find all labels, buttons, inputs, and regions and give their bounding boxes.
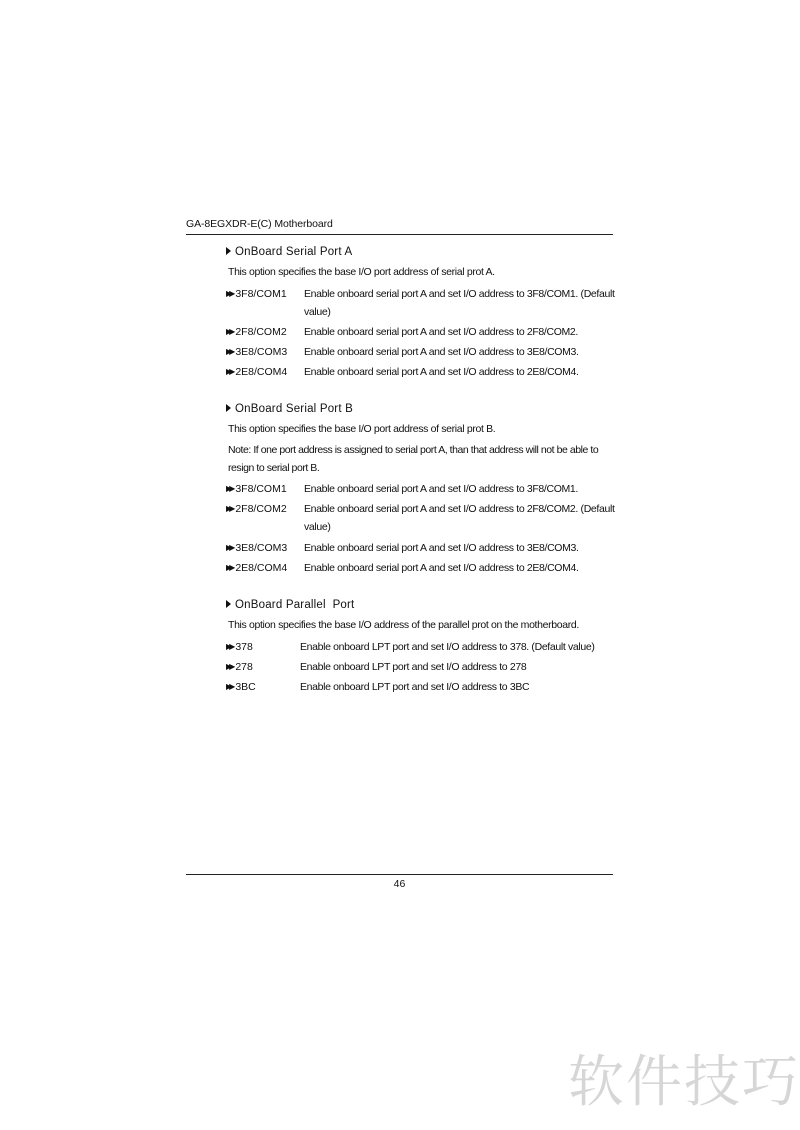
triangle-bullet-icon	[226, 600, 231, 608]
section-title	[226, 599, 354, 611]
double-arrow-icon: ▶▶	[226, 504, 233, 513]
option-key: 2F8/COM2	[235, 503, 287, 515]
option-key: 378	[235, 641, 253, 653]
option-value: Enable onboard LPT port and set I/O address to 378. (Default value)	[300, 641, 595, 653]
double-arrow-icon: ▶▶	[226, 543, 233, 552]
option-value: Enable onboard serial port A and set I/O address to 2F8/COM2. (Default value)	[304, 503, 615, 533]
section-description: This option specifies the base I/O address of the parallel prot on the motherboard.	[228, 619, 579, 631]
option-value: Enable onboard serial port A and set I/O address to 3F8/COM1.	[304, 483, 578, 495]
double-arrow-icon: ▶▶	[226, 642, 233, 651]
option-key: 3E8/COM3	[235, 346, 288, 358]
page-header-title: GA-8EGXDR-E(C) Motherboard	[186, 218, 333, 230]
section-note: Note: If one port address is assigned to serial port A, than that address will not be able to resign to serial port B.	[228, 444, 599, 474]
footer-divider	[186, 874, 613, 875]
option-key: 3F8/COM1	[235, 483, 287, 495]
double-arrow-icon: ▶▶	[226, 347, 233, 356]
section-title	[226, 403, 353, 415]
section-description: This option specifies the base I/O port address of serial prot B.	[228, 423, 496, 435]
option-value: Enable onboard serial port A and set I/O address to 2F8/COM2.	[304, 326, 578, 338]
option-key: 2E8/COM4	[235, 562, 288, 574]
section-title	[226, 246, 352, 258]
section-title-text: OnBoard Serial Port A	[235, 246, 353, 258]
option-value: Enable onboard LPT port and set I/O address to 278	[300, 661, 527, 673]
section-description: This option specifies the base I/O port address of serial prot A.	[228, 266, 495, 278]
watermark-text: 软件技巧	[568, 1050, 800, 1115]
option-value: Enable onboard serial port A and set I/O address to 2E8/COM4.	[304, 562, 579, 574]
double-arrow-icon: ▶▶	[226, 367, 233, 376]
option-value: Enable onboard serial port A and set I/O address to 2E8/COM4.	[304, 366, 579, 378]
double-arrow-icon: ▶▶	[226, 484, 233, 493]
option-value: Enable onboard serial port A and set I/O address to 3E8/COM3.	[304, 542, 579, 554]
triangle-bullet-icon	[226, 404, 231, 412]
section-title-text: OnBoard Serial Port B	[235, 403, 353, 415]
double-arrow-icon: ▶▶	[226, 662, 233, 671]
option-value: Enable onboard LPT port and set I/O address to 3BC	[300, 681, 530, 693]
option-key: 3BC	[235, 681, 256, 693]
double-arrow-icon: ▶▶	[226, 563, 233, 572]
option-value: Enable onboard serial port A and set I/O address to 3E8/COM3.	[304, 346, 579, 358]
double-arrow-icon: ▶▶	[226, 289, 233, 298]
double-arrow-icon: ▶▶	[226, 327, 233, 336]
header-divider	[186, 234, 613, 235]
double-arrow-icon: ▶▶	[226, 682, 233, 691]
triangle-bullet-icon	[226, 247, 231, 255]
section-title-text: OnBoard Parallel Port	[235, 599, 355, 611]
option-key: 3E8/COM3	[235, 542, 288, 554]
option-key: 2F8/COM2	[235, 326, 287, 338]
option-key: 2E8/COM4	[235, 366, 288, 378]
option-key: 3F8/COM1	[235, 288, 287, 300]
option-value: Enable onboard serial port A and set I/O address to 3F8/COM1. (Default value)	[304, 288, 615, 318]
page-number: 46	[393, 878, 406, 890]
option-key: 278	[235, 661, 253, 673]
